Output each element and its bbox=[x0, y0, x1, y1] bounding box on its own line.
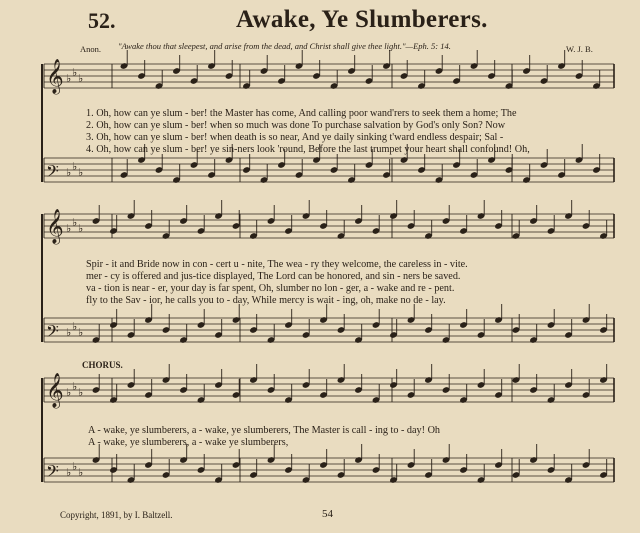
bass-clef-icon: 𝄢 bbox=[46, 461, 59, 485]
chorus-label: CHORUS. bbox=[82, 360, 123, 370]
flat-icon: ♭ bbox=[72, 216, 78, 229]
flat-icon: ♭ bbox=[78, 222, 84, 235]
flat-icon: ♭ bbox=[72, 160, 78, 173]
chorus-lyric-line-2: A - wake, ye slumberers, a - wake ye slumberers, bbox=[88, 437, 289, 448]
hymn-title: Awake, Ye Slumberers. bbox=[236, 6, 488, 33]
composer-attribution-right: W. J. B. bbox=[566, 44, 593, 54]
flat-icon: ♭ bbox=[72, 460, 78, 473]
hymn-number: 52. bbox=[88, 8, 116, 33]
copyright-notice: Copyright, 1891, by I. Baltzell. bbox=[60, 510, 173, 520]
verse-1-line-2: Spir - it and Bride now in con - cert u - nite, The wea - ry they welcome, the careless in - vite. bbox=[86, 259, 468, 270]
verse-3-line-2: va - tion is near - er, your day is far spent, Oh, slumber no lon - ger, a - wake and re - pent. bbox=[86, 283, 455, 294]
verse-1-line-1: 1. Oh, how can ye slum - ber! the Master has come, And calling poor wand'rers to seek them a home; The bbox=[86, 108, 517, 119]
flat-icon: ♭ bbox=[66, 72, 72, 85]
flat-icon: ♭ bbox=[78, 72, 84, 85]
flat-icon: ♭ bbox=[78, 166, 84, 179]
flat-icon: ♭ bbox=[66, 326, 72, 339]
chorus-lyric-line-1: A - wake, ye slumberers, a - wake, ye slumberers, The Master is call - ing to - day! Oh bbox=[88, 425, 441, 436]
composer-attribution-left: Anon. bbox=[80, 44, 102, 54]
treble-clef-icon: 𝄞 bbox=[46, 209, 64, 244]
verse-2-line-2: mer - cy is offered and jus-tice displayed, The Lord can be honored, and sin - ners be saved. bbox=[86, 271, 461, 282]
verse-4-line-2: fly to the Sav - ior, he calls you to - day, While mercy is wait - ing, oh, make no de - lay. bbox=[86, 295, 446, 306]
flat-icon: ♭ bbox=[72, 380, 78, 393]
verse-2-line-1: 2. Oh, how can ye slum - ber! when so much was done To purchase salvation by God's only Son? Now bbox=[86, 120, 506, 131]
treble-clef-icon: 𝄞 bbox=[46, 373, 64, 408]
flat-icon: ♭ bbox=[66, 386, 72, 399]
verse-3-line-1: 3. Oh, how can ye slum - ber! when death is so near, And ye daily sinking t'ward endless despair; Sal - bbox=[86, 132, 504, 143]
scripture-epigraph: "Awake thou that sleepest, and arise from the dead, and Christ shall give thee light."—Eph. 5: 14. bbox=[118, 41, 451, 51]
flat-icon: ♭ bbox=[66, 466, 72, 479]
page-number: 54 bbox=[322, 508, 333, 520]
flat-icon: ♭ bbox=[72, 66, 78, 79]
verse-4-line-1: 4. Oh, how can ye slum - ber! ye sin-ners look 'round, Before the last trumpet your heart shall confound! Oh, bbox=[86, 144, 530, 155]
bass-clef-icon: 𝄢 bbox=[46, 321, 59, 345]
flat-icon: ♭ bbox=[66, 222, 72, 235]
bass-clef-icon: 𝄢 bbox=[46, 161, 59, 185]
flat-icon: ♭ bbox=[78, 466, 84, 479]
flat-icon: ♭ bbox=[78, 386, 84, 399]
flat-icon: ♭ bbox=[66, 166, 72, 179]
treble-clef-icon: 𝄞 bbox=[46, 59, 64, 94]
flat-icon: ♭ bbox=[72, 320, 78, 333]
flat-icon: ♭ bbox=[78, 326, 84, 339]
